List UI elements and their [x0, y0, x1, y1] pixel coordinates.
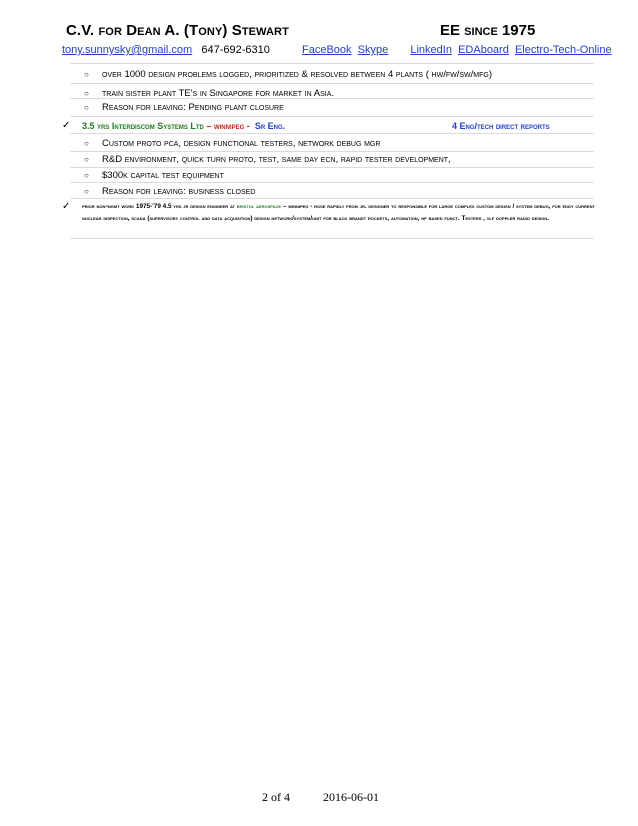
- cv-title: C.V. for Dean A. (Tony) Stewart: [66, 22, 289, 39]
- edaboard-link[interactable]: EDAboard: [458, 44, 509, 56]
- circle-bullet-icon: ○: [84, 187, 89, 196]
- footer-date: 2016-06-01: [323, 790, 379, 804]
- linkedin-link[interactable]: LinkedIn: [410, 44, 452, 56]
- page-number: 2 of 4: [262, 790, 290, 804]
- email-link[interactable]: tony.sunnysky@gmail.com: [62, 44, 193, 56]
- divider: [70, 238, 594, 239]
- document-page: C.V. for Dean A. (Tony) Stewart EE since 1975 tony.sunnysky@gmail.com 647-692-6310 FaceBook Skype LinkedIn EDAboard Electro-Tech-Online ○ over 1000 design problems logged, prioritized & resolved between 4 plants ( hw/fw/sw/mfg) ○ train sister plant TE's in Singapore for market in Asia. ○ Reason for leaving: Pending plant closure ✓ 3.5 yrs Interdiscom Systems Ltd – winnipeg - Sr Eng. 4 Eng/tech direct reports ○ Custom proto pca, design functional testers, network debug mgr ○ R&D environment, quick turn proto, test, same day ecn, rapid tester development, ○ $300k capital test equipment ○ Reason for leaving: business closed ✓ prior non-mgmt work 1975-'79 4.5 yrs jr design engineer at bristol aerospace – winnipeg - rose rapidly from jr. designer to responsible for large complex custom design / system debug, for eddy current nuclear inspection, scada (supervisory control and data acquisition) design network/system/unit for black brandt rockets, automation, hp based funct. Testers , vlf doppler radio design. 2 of 4 2016-06-01: [62, 22, 612, 804]
- phone-number: 647-692-6310: [201, 44, 270, 56]
- job-title: Sr Eng.: [254, 121, 286, 131]
- circle-bullet-icon: ○: [84, 70, 89, 79]
- circle-bullet-icon: ○: [84, 103, 89, 112]
- circle-bullet-icon: ○: [84, 139, 89, 148]
- job-years: 3.5 yrs: [82, 121, 110, 131]
- circle-bullet-icon: ○: [84, 155, 89, 164]
- divider: [70, 116, 594, 117]
- electro-tech-online-link[interactable]: Electro-Tech-Online: [514, 44, 612, 56]
- divider: [70, 63, 594, 64]
- job-company: Interdiscom Systems Ltd: [111, 121, 204, 131]
- ee-since-label: EE since 1975: [440, 22, 536, 39]
- job-city: winnipeg: [213, 121, 245, 131]
- skype-link[interactable]: Skype: [357, 44, 389, 56]
- divider: [70, 98, 594, 99]
- divider: [70, 167, 594, 168]
- early-work-text: prior non-mgmt work 1975-'79 4.5 yrs jr design engineer at bristol aerospace – winnipeg - rose rapidly from jr. designer to responsible for large complex custom design / system debug, for eddy current nuclear inspection, scada (supervisory control and data acquisition) design network/system/unit for black brandt rockets, automation, hp based funct. Testers , vlf doppler radio design.: [82, 203, 595, 222]
- checkmark-icon: ✓: [62, 120, 71, 131]
- divider: [70, 133, 594, 134]
- checkmark-icon: ✓: [62, 201, 71, 212]
- divider: [70, 151, 594, 152]
- circle-bullet-icon: ○: [84, 171, 89, 180]
- divider: [70, 198, 594, 199]
- contact-line: [62, 44, 612, 56]
- facebook-link[interactable]: FaceBook: [302, 44, 352, 56]
- job-reports: 4 Eng/tech direct reports: [452, 121, 550, 131]
- circle-bullet-icon: ○: [84, 89, 89, 98]
- divider: [70, 182, 594, 183]
- bristol-aerospace-label: bristol aerospace: [236, 203, 282, 210]
- divider: [70, 83, 594, 84]
